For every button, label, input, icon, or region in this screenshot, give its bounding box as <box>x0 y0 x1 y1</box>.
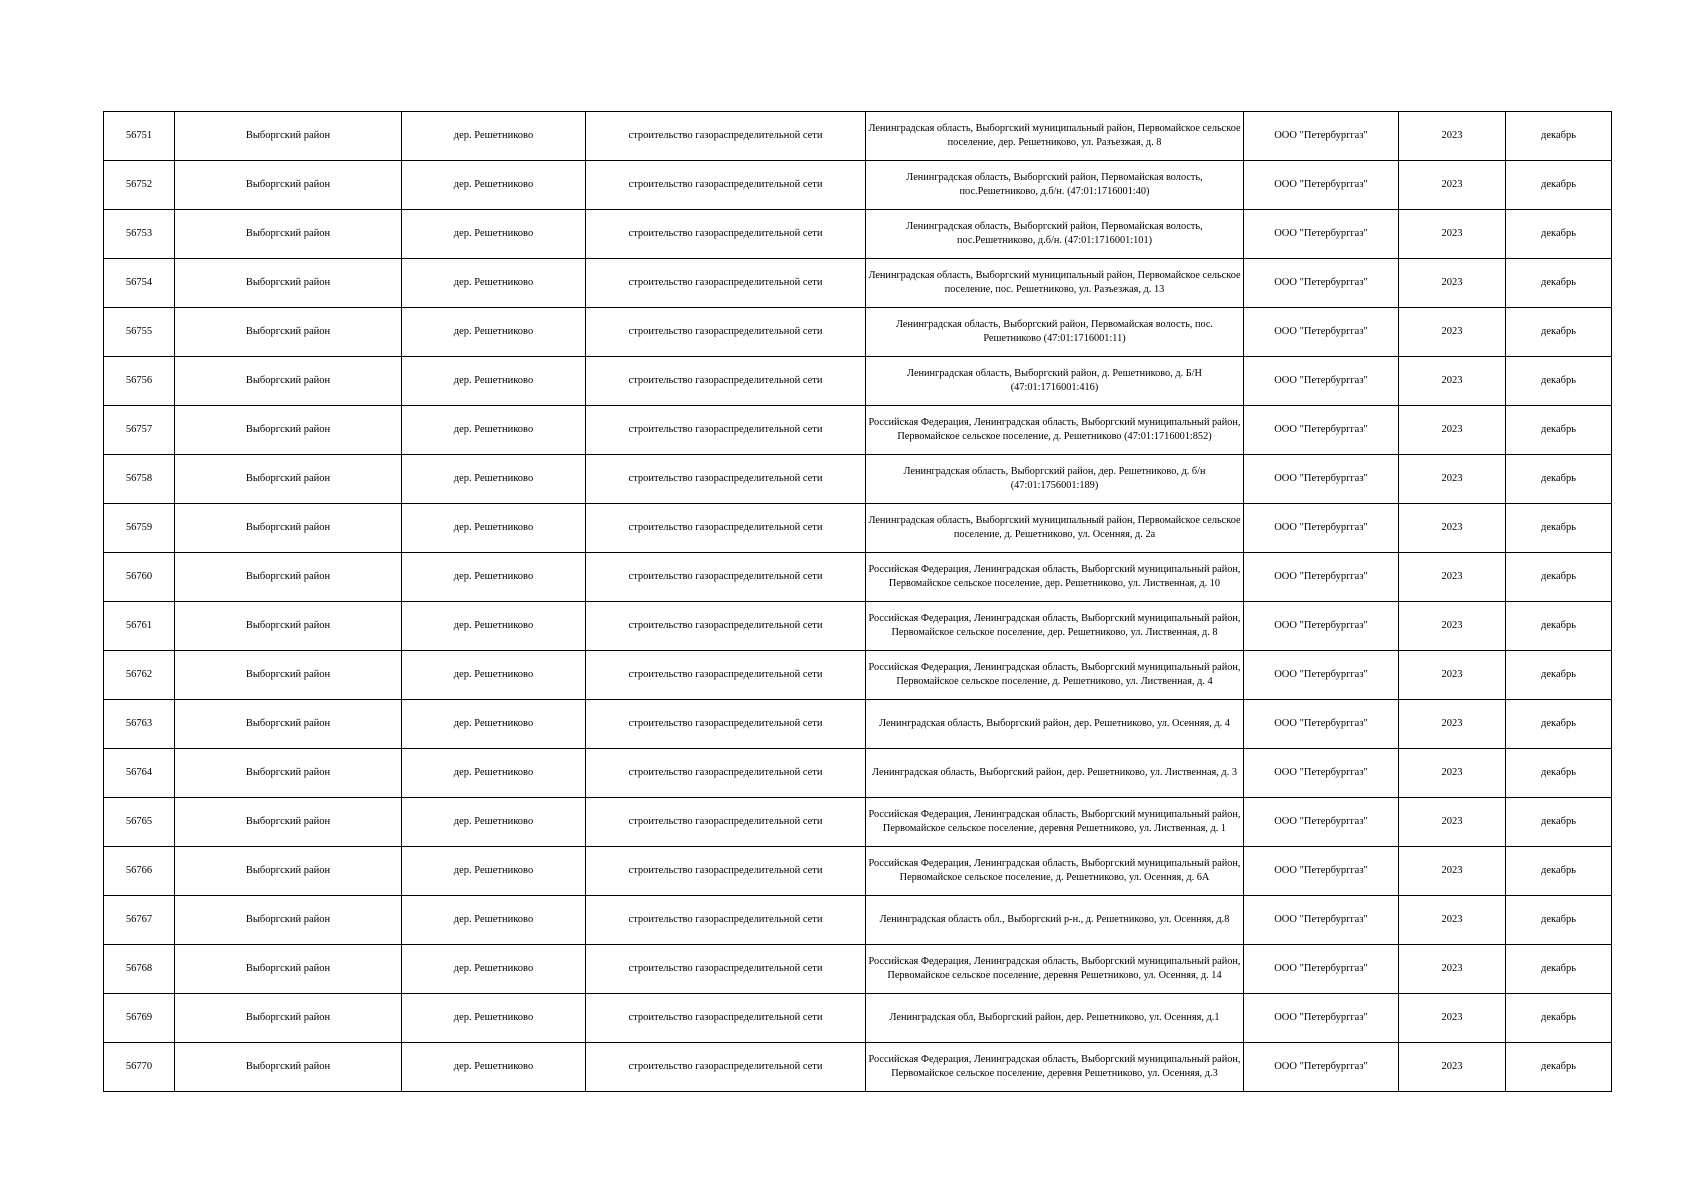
cell-address: Российская Федерация, Ленинградская область, Выборгский муниципальный район, Первомайское сельское поселение, деревня Решетниково, ул. Осенняя, д.3 <box>866 1043 1244 1092</box>
table-row <box>104 406 1612 455</box>
table-row <box>104 210 1612 259</box>
cell-locality: дер. Решетниково <box>402 259 586 308</box>
cell-locality: дер. Решетниково <box>402 602 586 651</box>
cell-company: ООО "Петербурггаз" <box>1244 896 1399 945</box>
table-row <box>104 357 1612 406</box>
cell-district: Выборгский район <box>175 651 402 700</box>
cell-locality: дер. Решетниково <box>402 455 586 504</box>
cell-work-type: строительство газораспределительной сети <box>586 651 866 700</box>
cell-company: ООО "Петербурггаз" <box>1244 455 1399 504</box>
cell-year: 2023 <box>1399 651 1506 700</box>
cell-object-number: 56769 <box>104 994 175 1043</box>
cell-work-type: строительство газораспределительной сети <box>586 602 866 651</box>
cell-month: декабрь <box>1506 259 1612 308</box>
cell-year: 2023 <box>1399 455 1506 504</box>
cell-company: ООО "Петербурггаз" <box>1244 847 1399 896</box>
cell-work-type: строительство газораспределительной сети <box>586 357 866 406</box>
cell-year: 2023 <box>1399 161 1506 210</box>
cell-address: Ленинградская область, Выборгский район, Первомайская волость, пос. Решетниково (47:01:1716001:11) <box>866 308 1244 357</box>
cell-district: Выборгский район <box>175 896 402 945</box>
cell-address: Российская Федерация, Ленинградская область, Выборгский муниципальный район, Первомайское сельское поселение, деревня Решетниково, ул. Осенняя, д. 14 <box>866 945 1244 994</box>
table-row <box>104 602 1612 651</box>
cell-work-type: строительство газораспределительной сети <box>586 308 866 357</box>
table-row <box>104 455 1612 504</box>
table-row <box>104 504 1612 553</box>
cell-district: Выборгский район <box>175 455 402 504</box>
cell-address: Ленинградская область, Выборгский район, Первомайская волость, пос.Решетниково, д.б/н. (47:01:1716001:40) <box>866 161 1244 210</box>
cell-object-number: 56768 <box>104 945 175 994</box>
cell-work-type: строительство газораспределительной сети <box>586 112 866 161</box>
cell-year: 2023 <box>1399 749 1506 798</box>
cell-district: Выборгский район <box>175 847 402 896</box>
cell-address: Ленинградская область, Выборгский район, дер. Решетниково, д. б/н (47:01:1756001:189) <box>866 455 1244 504</box>
cell-district: Выборгский район <box>175 112 402 161</box>
table-row <box>104 798 1612 847</box>
cell-address: Российская Федерация, Ленинградская область, Выборгский муниципальный район, Первомайское сельское поселение, д. Решетниково (47:01:1716001:852) <box>866 406 1244 455</box>
cell-district: Выборгский район <box>175 553 402 602</box>
cell-locality: дер. Решетниково <box>402 357 586 406</box>
cell-locality: дер. Решетниково <box>402 210 586 259</box>
cell-company: ООО "Петербурггаз" <box>1244 259 1399 308</box>
cell-work-type: строительство газораспределительной сети <box>586 406 866 455</box>
cell-company: ООО "Петербурггаз" <box>1244 406 1399 455</box>
cell-year: 2023 <box>1399 504 1506 553</box>
cell-month: декабрь <box>1506 161 1612 210</box>
cell-district: Выборгский район <box>175 161 402 210</box>
cell-address: Ленинградская область, Выборгский муниципальный район, Первомайское сельское поселение, пос. Решетниково, ул. Разъезжая, д. 13 <box>866 259 1244 308</box>
cell-year: 2023 <box>1399 308 1506 357</box>
cell-company: ООО "Петербурггаз" <box>1244 798 1399 847</box>
cell-address: Ленинградская область, Выборгский район, дер. Решетниково, ул. Осенняя, д. 4 <box>866 700 1244 749</box>
cell-address: Российская Федерация, Ленинградская область, Выборгский муниципальный район, Первомайское сельское поселение, д. Решетниково, ул. Лиственная, д. 4 <box>866 651 1244 700</box>
cell-address: Ленинградская обл, Выборгский район, дер. Решетниково, ул. Осенняя, д.1 <box>866 994 1244 1043</box>
cell-month: декабрь <box>1506 749 1612 798</box>
cell-month: декабрь <box>1506 210 1612 259</box>
cell-address: Ленинградская область, Выборгский муниципальный район, Первомайское сельское поселение, дер. Решетниково, ул. Разъезжая, д. 8 <box>866 112 1244 161</box>
cell-locality: дер. Решетниково <box>402 406 586 455</box>
cell-year: 2023 <box>1399 602 1506 651</box>
cell-address: Ленинградская область, Выборгский муниципальный район, Первомайское сельское поселение, д. Решетниково, ул. Осенняя, д. 2а <box>866 504 1244 553</box>
cell-object-number: 56765 <box>104 798 175 847</box>
cell-address: Ленинградская область обл., Выборгский р-н., д. Решетниково, ул. Осенняя, д.8 <box>866 896 1244 945</box>
cell-object-number: 56767 <box>104 896 175 945</box>
cell-company: ООО "Петербурггаз" <box>1244 357 1399 406</box>
cell-month: декабрь <box>1506 553 1612 602</box>
cell-year: 2023 <box>1399 357 1506 406</box>
cell-year: 2023 <box>1399 210 1506 259</box>
cell-locality: дер. Решетниково <box>402 161 586 210</box>
cell-address: Российская Федерация, Ленинградская область, Выборгский муниципальный район, Первомайское сельское поселение, дер. Решетниково, ул. Лиственная, д. 10 <box>866 553 1244 602</box>
cell-month: декабрь <box>1506 602 1612 651</box>
cell-object-number: 56761 <box>104 602 175 651</box>
cell-work-type: строительство газораспределительной сети <box>586 798 866 847</box>
cell-district: Выборгский район <box>175 700 402 749</box>
table-row <box>104 749 1612 798</box>
cell-district: Выборгский район <box>175 504 402 553</box>
cell-district: Выборгский район <box>175 259 402 308</box>
cell-month: декабрь <box>1506 357 1612 406</box>
cell-month: декабрь <box>1506 847 1612 896</box>
cell-company: ООО "Петербурггаз" <box>1244 651 1399 700</box>
cell-district: Выборгский район <box>175 1043 402 1092</box>
cell-district: Выборгский район <box>175 994 402 1043</box>
cell-address: Российская Федерация, Ленинградская область, Выборгский муниципальный район, Первомайское сельское поселение, д. Решетниково, ул. Осенняя, д. 6А <box>866 847 1244 896</box>
table-row <box>104 1043 1612 1092</box>
cell-work-type: строительство газораспределительной сети <box>586 994 866 1043</box>
cell-district: Выборгский район <box>175 749 402 798</box>
cell-company: ООО "Петербурггаз" <box>1244 602 1399 651</box>
cell-district: Выборгский район <box>175 602 402 651</box>
cell-work-type: строительство газораспределительной сети <box>586 1043 866 1092</box>
cell-month: декабрь <box>1506 406 1612 455</box>
cell-locality: дер. Решетниково <box>402 651 586 700</box>
cell-locality: дер. Решетниково <box>402 798 586 847</box>
cell-company: ООО "Петербурггаз" <box>1244 112 1399 161</box>
cell-year: 2023 <box>1399 259 1506 308</box>
cell-year: 2023 <box>1399 798 1506 847</box>
cell-address: Ленинградская область, Выборгский район, Первомайская волость, пос.Решетниково, д.б/н. (47:01:1716001:101) <box>866 210 1244 259</box>
cell-address: Ленинградская область, Выборгский район, дер. Решетниково, ул. Лиственная, д. 3 <box>866 749 1244 798</box>
cell-locality: дер. Решетниково <box>402 749 586 798</box>
cell-company: ООО "Петербурггаз" <box>1244 1043 1399 1092</box>
cell-work-type: строительство газораспределительной сети <box>586 945 866 994</box>
cell-company: ООО "Петербурггаз" <box>1244 994 1399 1043</box>
cell-locality: дер. Решетниково <box>402 308 586 357</box>
cell-address: Российская Федерация, Ленинградская область, Выборгский муниципальный район, Первомайское сельское поселение, деревня Решетниково, ул. Лиственная, д. 1 <box>866 798 1244 847</box>
cell-locality: дер. Решетниково <box>402 945 586 994</box>
cell-work-type: строительство газораспределительной сети <box>586 553 866 602</box>
table-row <box>104 161 1612 210</box>
table-row <box>104 308 1612 357</box>
cell-locality: дер. Решетниково <box>402 896 586 945</box>
cell-month: декабрь <box>1506 700 1612 749</box>
cell-address: Российская Федерация, Ленинградская область, Выборгский муниципальный район, Первомайское сельское поселение, дер. Решетниково, ул. Лиственная, д. 8 <box>866 602 1244 651</box>
cell-object-number: 56753 <box>104 210 175 259</box>
cell-month: декабрь <box>1506 308 1612 357</box>
table-row <box>104 896 1612 945</box>
cell-district: Выборгский район <box>175 798 402 847</box>
cell-year: 2023 <box>1399 553 1506 602</box>
cell-month: декабрь <box>1506 112 1612 161</box>
cell-company: ООО "Петербурггаз" <box>1244 504 1399 553</box>
cell-object-number: 56770 <box>104 1043 175 1092</box>
cell-year: 2023 <box>1399 406 1506 455</box>
cell-object-number: 56766 <box>104 847 175 896</box>
cell-locality: дер. Решетниково <box>402 700 586 749</box>
cell-company: ООО "Петербурггаз" <box>1244 700 1399 749</box>
cell-year: 2023 <box>1399 112 1506 161</box>
cell-object-number: 56757 <box>104 406 175 455</box>
cell-object-number: 56764 <box>104 749 175 798</box>
cell-work-type: строительство газораспределительной сети <box>586 847 866 896</box>
cell-company: ООО "Петербурггаз" <box>1244 210 1399 259</box>
cell-work-type: строительство газораспределительной сети <box>586 455 866 504</box>
cell-object-number: 56754 <box>104 259 175 308</box>
cell-year: 2023 <box>1399 1043 1506 1092</box>
table-body <box>104 112 1612 1092</box>
cell-district: Выборгский район <box>175 308 402 357</box>
cell-object-number: 56759 <box>104 504 175 553</box>
cell-company: ООО "Петербурггаз" <box>1244 945 1399 994</box>
cell-district: Выборгский район <box>175 210 402 259</box>
cell-address: Ленинградская область, Выборгский район, д. Решетниково, д. Б/Н (47:01:1716001:416) <box>866 357 1244 406</box>
cell-month: декабрь <box>1506 455 1612 504</box>
cell-district: Выборгский район <box>175 945 402 994</box>
cell-month: декабрь <box>1506 896 1612 945</box>
cell-district: Выборгский район <box>175 406 402 455</box>
table-row <box>104 259 1612 308</box>
cell-work-type: строительство газораспределительной сети <box>586 210 866 259</box>
cell-object-number: 56760 <box>104 553 175 602</box>
cell-month: декабрь <box>1506 945 1612 994</box>
table-row <box>104 994 1612 1043</box>
cell-object-number: 56755 <box>104 308 175 357</box>
cell-locality: дер. Решетниково <box>402 847 586 896</box>
cell-month: декабрь <box>1506 504 1612 553</box>
cell-object-number: 56752 <box>104 161 175 210</box>
cell-month: декабрь <box>1506 994 1612 1043</box>
cell-work-type: строительство газораспределительной сети <box>586 161 866 210</box>
cell-locality: дер. Решетниково <box>402 994 586 1043</box>
cell-company: ООО "Петербурггаз" <box>1244 749 1399 798</box>
cell-work-type: строительство газораспределительной сети <box>586 504 866 553</box>
cell-work-type: строительство газораспределительной сети <box>586 700 866 749</box>
cell-object-number: 56762 <box>104 651 175 700</box>
cell-locality: дер. Решетниково <box>402 553 586 602</box>
cell-work-type: строительство газораспределительной сети <box>586 896 866 945</box>
cell-district: Выборгский район <box>175 357 402 406</box>
cell-object-number: 56756 <box>104 357 175 406</box>
cell-month: декабрь <box>1506 798 1612 847</box>
table-row <box>104 945 1612 994</box>
cell-object-number: 56758 <box>104 455 175 504</box>
cell-month: декабрь <box>1506 1043 1612 1092</box>
cell-locality: дер. Решетниково <box>402 1043 586 1092</box>
cell-year: 2023 <box>1399 896 1506 945</box>
cell-company: ООО "Петербурггаз" <box>1244 553 1399 602</box>
table-row <box>104 847 1612 896</box>
cell-year: 2023 <box>1399 994 1506 1043</box>
cell-locality: дер. Решетниково <box>402 504 586 553</box>
cell-object-number: 56763 <box>104 700 175 749</box>
cell-month: декабрь <box>1506 651 1612 700</box>
cell-year: 2023 <box>1399 945 1506 994</box>
cell-company: ООО "Петербурггаз" <box>1244 161 1399 210</box>
cell-work-type: строительство газораспределительной сети <box>586 259 866 308</box>
cell-locality: дер. Решетниково <box>402 112 586 161</box>
cell-year: 2023 <box>1399 847 1506 896</box>
cell-object-number: 56751 <box>104 112 175 161</box>
table-row <box>104 651 1612 700</box>
cell-year: 2023 <box>1399 700 1506 749</box>
cell-work-type: строительство газораспределительной сети <box>586 749 866 798</box>
cell-company: ООО "Петербурггаз" <box>1244 308 1399 357</box>
table-row <box>104 553 1612 602</box>
table-row <box>104 112 1612 161</box>
gasification-schedule-table <box>103 111 1612 1092</box>
table-row <box>104 700 1612 749</box>
